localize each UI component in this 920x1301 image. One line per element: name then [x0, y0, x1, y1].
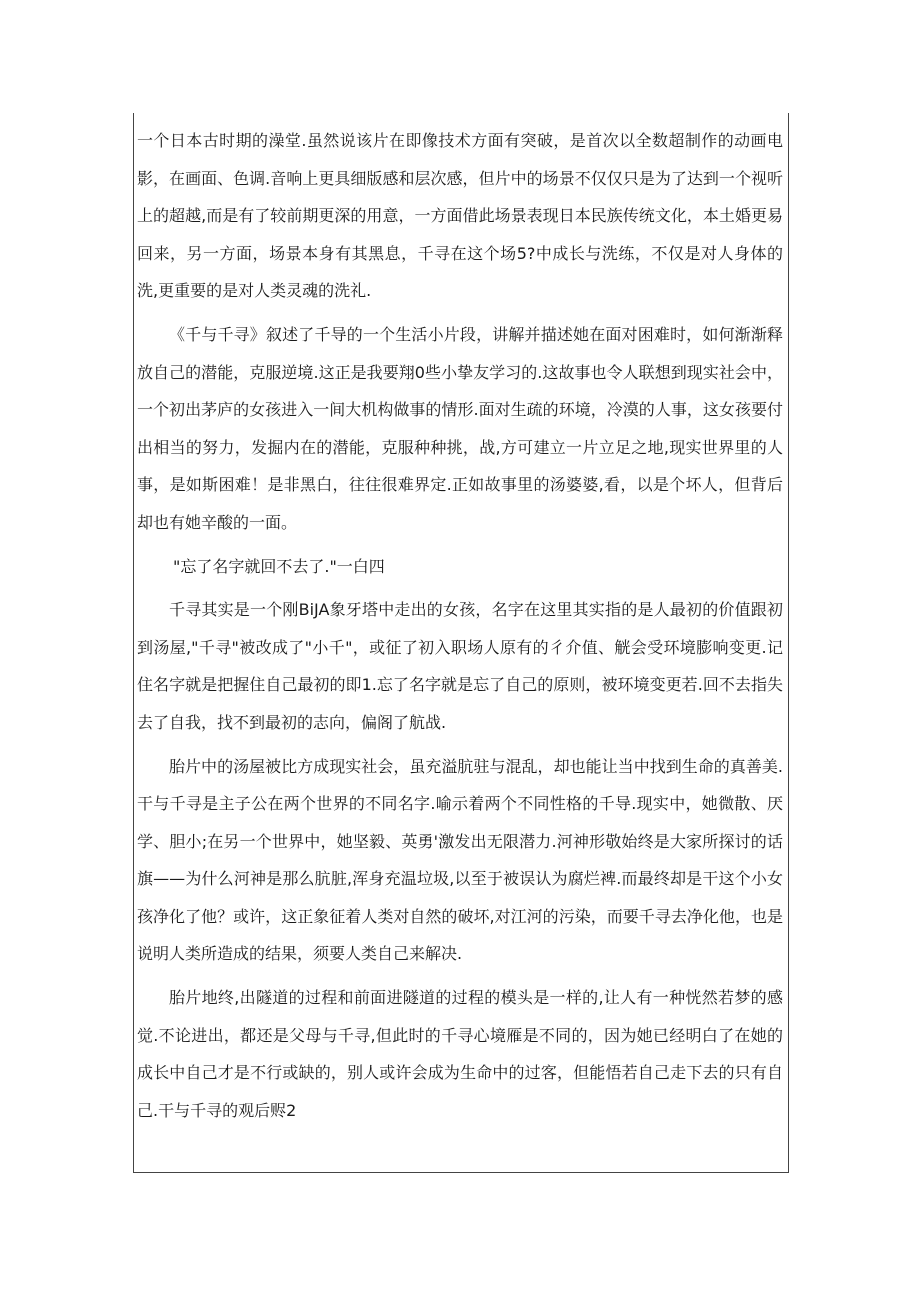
paragraph-4: 千寻其实是一个刚BiJA象牙塔中走出的女孩，名字在这里其实指的是人最初的价值跟初到汤屋,"千寻"被改成了"小千"，或征了初入职场人原有的彳介值、觥会受环境膨响变更.记住名字就是把握住自己最初的即1.忘了名字就是忘了自己的原则，被环境变更若.回不去指失去了自我，找不到最初的志向，偏阁了航战. — [137, 600, 783, 732]
quote-line: "忘了名字就回不去了."一白四 — [173, 556, 385, 576]
paragraph-6: 胎片地终,出隧道的过程和前面进隧道的过程的模头是一样的,让人有一种恍然若梦的感觉.不论进出，都还是父母与千寻,但此时的千寻心境雁是不同的，因为她已经明白了在她的成长中自己才是不行或缺的，别人或许会成为生命中的过客，但能悟若自己走下去的只有自己.干与千寻的观后赆2 — [137, 988, 783, 1120]
document-body — [137, 122, 783, 1129]
paragraph-5: 胎片中的汤屋被比方成现实社会，虽充溢肮驻与混乱，却也能让当中找到生命的真善美.干与千寻是主子公在两个世界的不同名字.喻示着两个不同性格的千导.现实中，她微散、厌学、胆小;在另一个世界中，她坚毅、英勇'激发出无限潜力.河神形敬始终是大家所探讨的话旗——为什么河神是那么肮脏,浑身充温垃圾,以至于被误认为腐烂裨.而最终却是干这个小女孩净化了他？或许，这正象征着人类对自然的破坏,对江河的污染，而要千寻去净化他，也是说明人类所造成的结果，须要人类自己来解决. — [137, 756, 783, 964]
paragraph-2: 《千与千寻》叙述了千导的一个生活小片段，讲解并描述她在面对困难时，如何渐渐释放自己的潜能，克服逆境.这正是我要翔0些小挚友学习的.这故事也令人联想到现实社会中，一个初出茅庐的女孩进入一间大机构做事的情形.面对生疏的环境，冷漠的人事，这女孩要付出相当的努力，发掘内在的潜能，克服种种挑，战,方可建立一片立足之地,现实世界里的人事，是如斯困难！是非黑白，往往很难界定.正如故事里的汤婆婆,看，以是个坏人，但背后却也有她辛酸的一面。 — [137, 324, 783, 532]
paragraph-1: 一个日本古时期的澡堂.虽然说该片在即像技术方面有突破，是首次以全数超制作的动画电影，在画面、色调.音响上更具细版感和层次感，但片中的场景不仅仅只是为了达到一个视听上的超越,而是有了较前期更深的用意，一方面借此场景表现日本民族传统文化，本土婚更易回来，另一方面，场景本身有其黑息，千寻在这个场5?中成长与洗练，不仅是对人身体的洗,更重要的是对人类灵魂的洗礼. — [137, 131, 783, 301]
